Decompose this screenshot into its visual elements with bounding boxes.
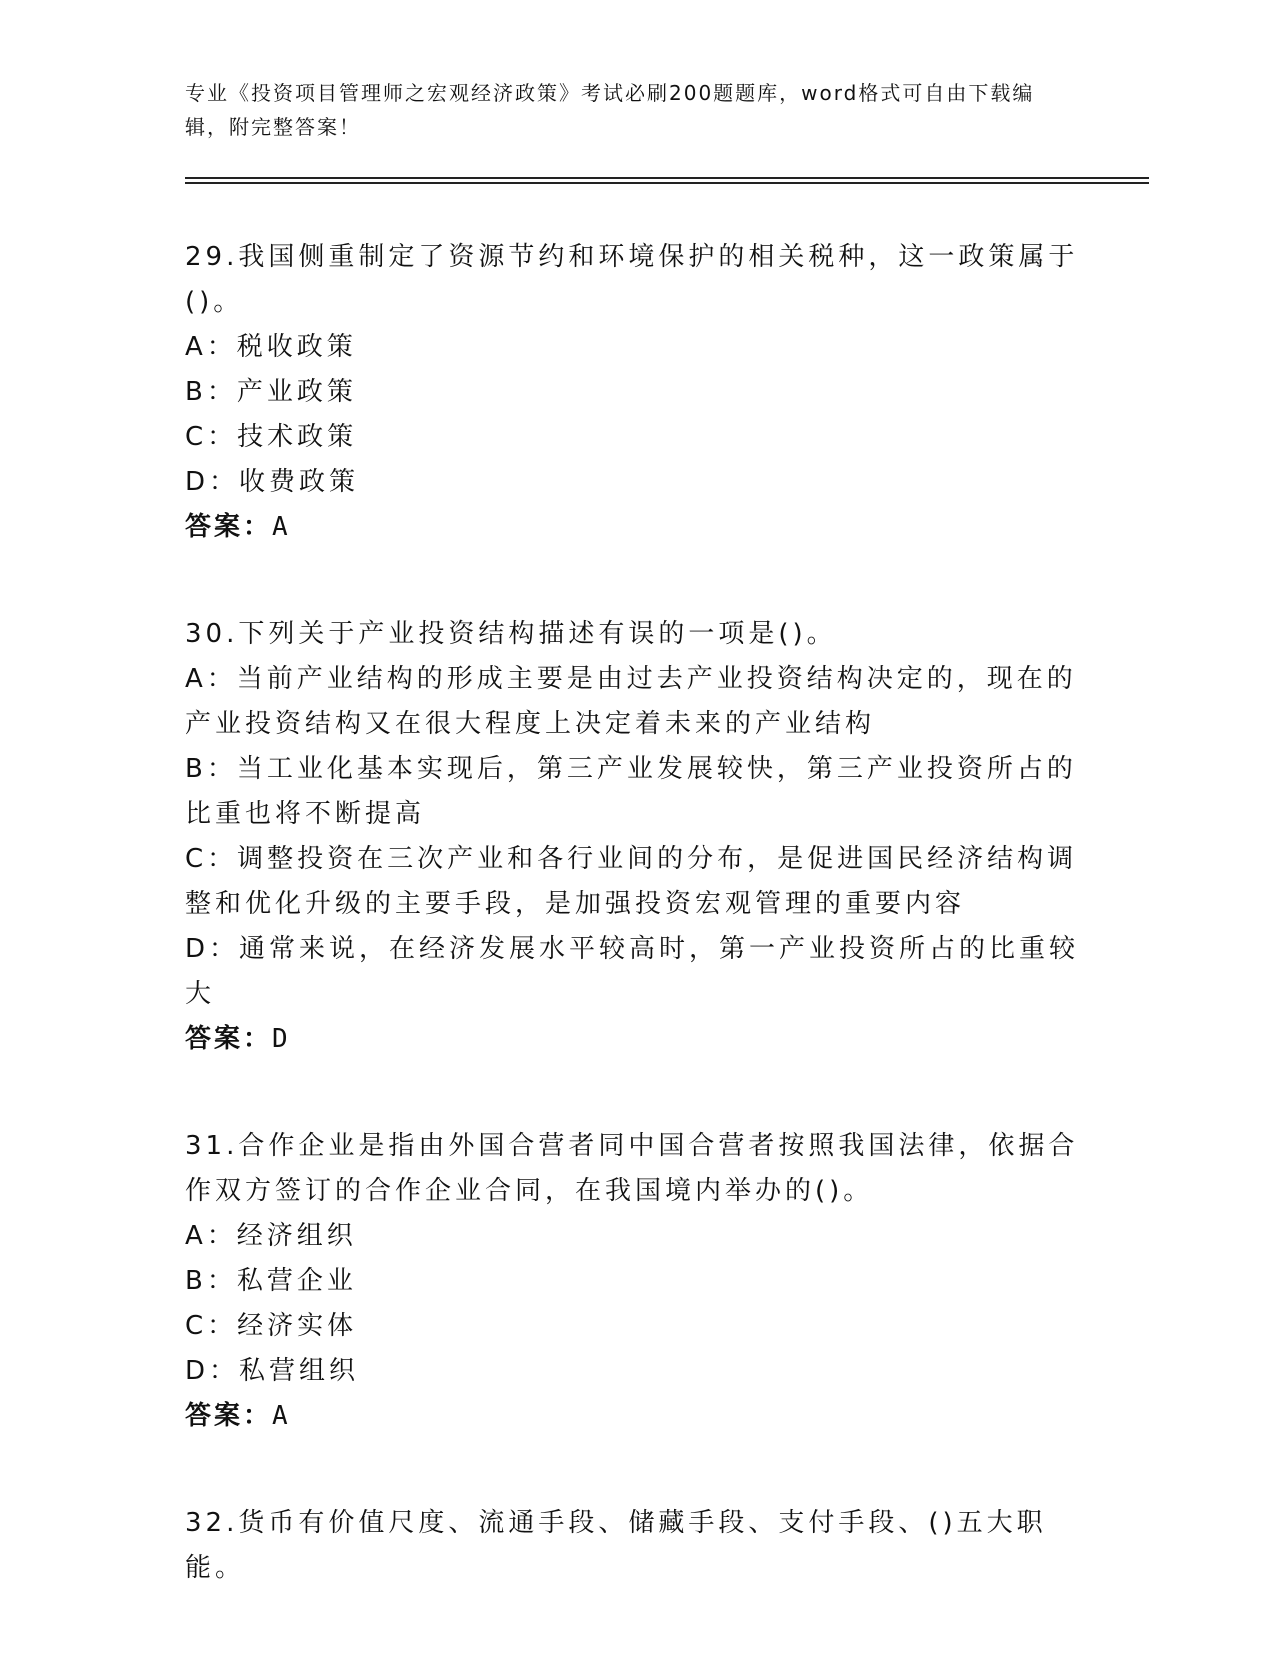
- option-d: D：私营组织: [185, 1356, 360, 1386]
- option-d: D：收费政策: [185, 467, 360, 497]
- option-c: C：调整投资在三次产业和各行业间的分布，是促进国民经济结构调整和优化升级的主要手段，是加强投资宏观管理的重要内容: [185, 844, 1078, 919]
- answer-label: 答案：: [185, 512, 273, 542]
- answer-label: 答案：: [185, 1024, 273, 1054]
- question-stem: 32.货币有价值尺度、流通手段、储藏手段、支付手段、()五大职能。: [185, 1508, 1047, 1583]
- option-b: B：产业政策: [185, 377, 357, 407]
- document-header: 专业《投资项目管理师之宏观经济政策》考试必刷200题题库，word格式可自由下载编辑，附完整答案！: [185, 81, 1035, 139]
- option-b: B：当工业化基本实现后，第三产业发展较快，第三产业投资所占的比重也将不断提高: [185, 754, 1077, 829]
- option-c: C：经济实体: [185, 1311, 358, 1341]
- option-d: D：通常来说，在经济发展水平较高时，第一产业投资所占的比重较大: [185, 934, 1080, 1009]
- option-a: A：税收政策: [185, 332, 357, 362]
- option-a: A：经济组织: [185, 1221, 357, 1251]
- question-list: [185, 235, 1085, 1653]
- answer-label: 答案：: [185, 1401, 273, 1431]
- question-stem: 30.下列关于产业投资结构描述有误的一项是()。: [185, 619, 837, 649]
- header-divider-top: [185, 177, 1149, 179]
- answer-line: [185, 1017, 1085, 1062]
- option-c: C：技术政策: [185, 422, 358, 452]
- question-30: [185, 612, 1085, 1062]
- answer-value: D: [272, 1024, 291, 1054]
- question-29: [185, 235, 1085, 550]
- answer-value: A: [272, 512, 291, 542]
- answer-value: A: [272, 1401, 291, 1431]
- option-a: A：当前产业结构的形成主要是由过去产业投资结构决定的，现在的产业投资结构又在很大程度上决定着未来的产业结构: [185, 664, 1077, 739]
- header-divider-bottom: [185, 182, 1149, 184]
- option-b: B：私营企业: [185, 1266, 357, 1296]
- answer-line: [185, 505, 1085, 550]
- question-stem: 31.合作企业是指由外国合营者同中国合营者按照我国法律，依据合作双方签订的合作企业合同，在我国境内举办的()。: [185, 1131, 1079, 1206]
- question-31: [185, 1124, 1085, 1439]
- question-stem: 29.我国侧重制定了资源节约和环境保护的相关税种，这一政策属于()。: [185, 242, 1079, 317]
- question-32: [185, 1501, 1085, 1591]
- answer-line: [185, 1394, 1085, 1439]
